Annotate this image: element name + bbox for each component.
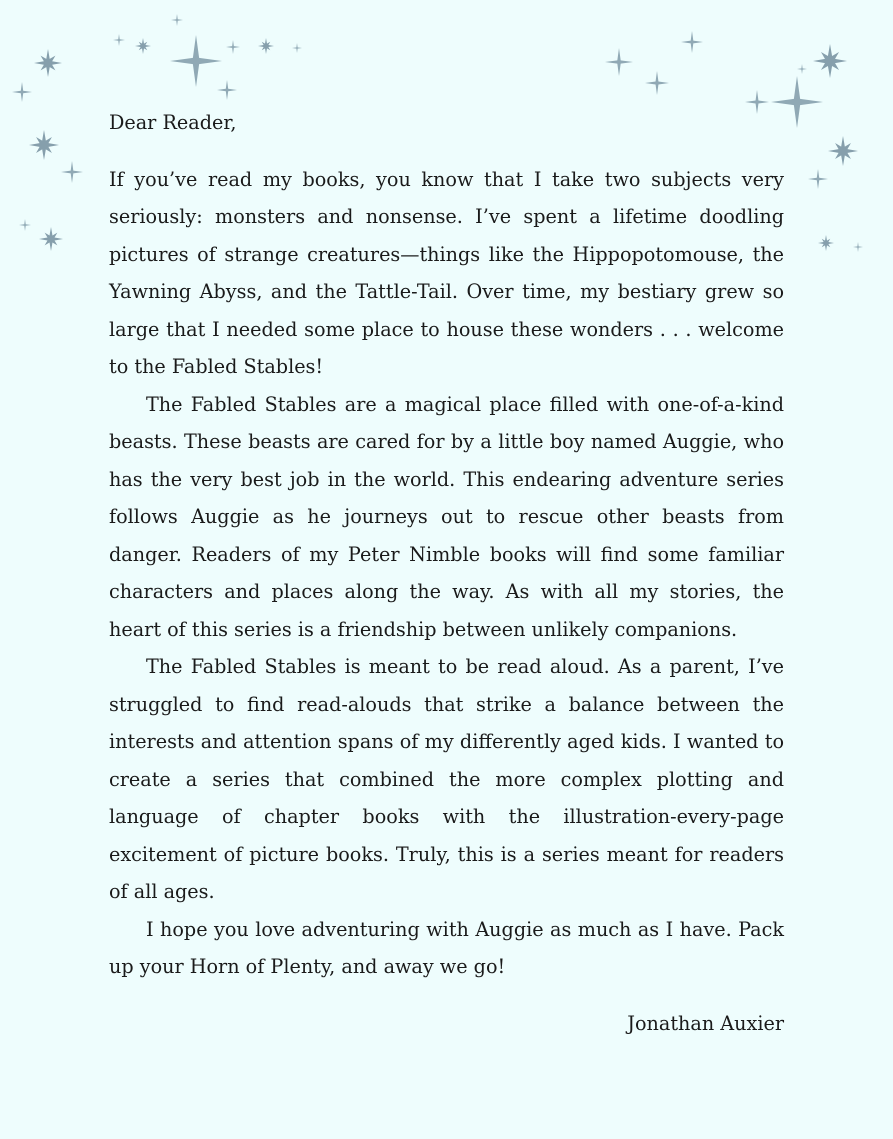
sparkle-star-icon bbox=[808, 169, 828, 189]
sparkle-star-icon bbox=[681, 31, 703, 53]
sparkle-star-icon bbox=[113, 34, 125, 46]
sparkle-star-icon bbox=[828, 136, 858, 166]
letter bbox=[109, 104, 784, 1061]
sparkle-star-icon bbox=[813, 44, 847, 78]
sparkle-star-icon bbox=[645, 71, 669, 95]
sparkle-star-icon bbox=[61, 161, 83, 183]
sparkle-star-icon bbox=[226, 40, 240, 54]
sparkle-star-icon bbox=[34, 49, 62, 77]
sparkle-star-icon bbox=[258, 38, 274, 54]
sparkle-star-icon bbox=[605, 48, 633, 76]
signature: Jonathan Auxier bbox=[627, 1011, 784, 1035]
paragraph-4: I hope you love adventuring with Auggie as much as I have. Pack up your Horn of Plenty, and away we go! bbox=[109, 917, 784, 978]
greeting: Dear Reader, bbox=[109, 111, 237, 134]
sparkle-star-icon bbox=[19, 219, 31, 231]
sparkle-star-icon bbox=[171, 14, 183, 26]
sparkle-star-icon bbox=[29, 130, 59, 160]
paragraph-3: The Fabled Stables is meant to be read aloud. As a parent, I’ve struggled to find read-alouds that strike a balance between the interests and attention spans of my differently aged kids. I wanted to create a series that combined the more complex plotting and language of chapter books with the illustration-every-page excitement of picture books. Truly, this is a series meant for readers of all ages. bbox=[109, 655, 784, 903]
sparkle-star-icon bbox=[818, 235, 834, 251]
sparkle-star-icon bbox=[170, 35, 222, 87]
sparkle-star-icon bbox=[135, 38, 151, 54]
sparkle-star-icon bbox=[797, 64, 807, 74]
sparkle-star-icon bbox=[217, 80, 237, 100]
sparkle-star-icon bbox=[853, 242, 863, 252]
paragraph-2: The Fabled Stables are a magical place filled with one-of-a-kind beasts. These beasts are cared for by a little boy named Auggie, who has the very best job in the world. This endearing adventure series follows Auggie as he journeys out to rescue other beasts from danger. Readers of my Peter Nimble books will find some familiar characters and places along the way. As with all my stories, the heart of this series is a friendship between unlikely companions. bbox=[109, 392, 784, 641]
sparkle-star-icon bbox=[39, 227, 63, 251]
sparkle-star-icon bbox=[12, 82, 32, 102]
paragraph-1: If you’ve read my books, you know that I take two subjects very seriously: monsters and nonsense. I’ve spent a lifetime doodling pictures of strange creatures—things like the Hippopotomouse, the Yawning Abyss, and the Tattle-Tail. Over time, my bestiary grew so large that I needed some place to house these wonders . . . welcome to the Fabled Stables! bbox=[109, 167, 784, 378]
sparkle-star-icon bbox=[292, 43, 302, 53]
